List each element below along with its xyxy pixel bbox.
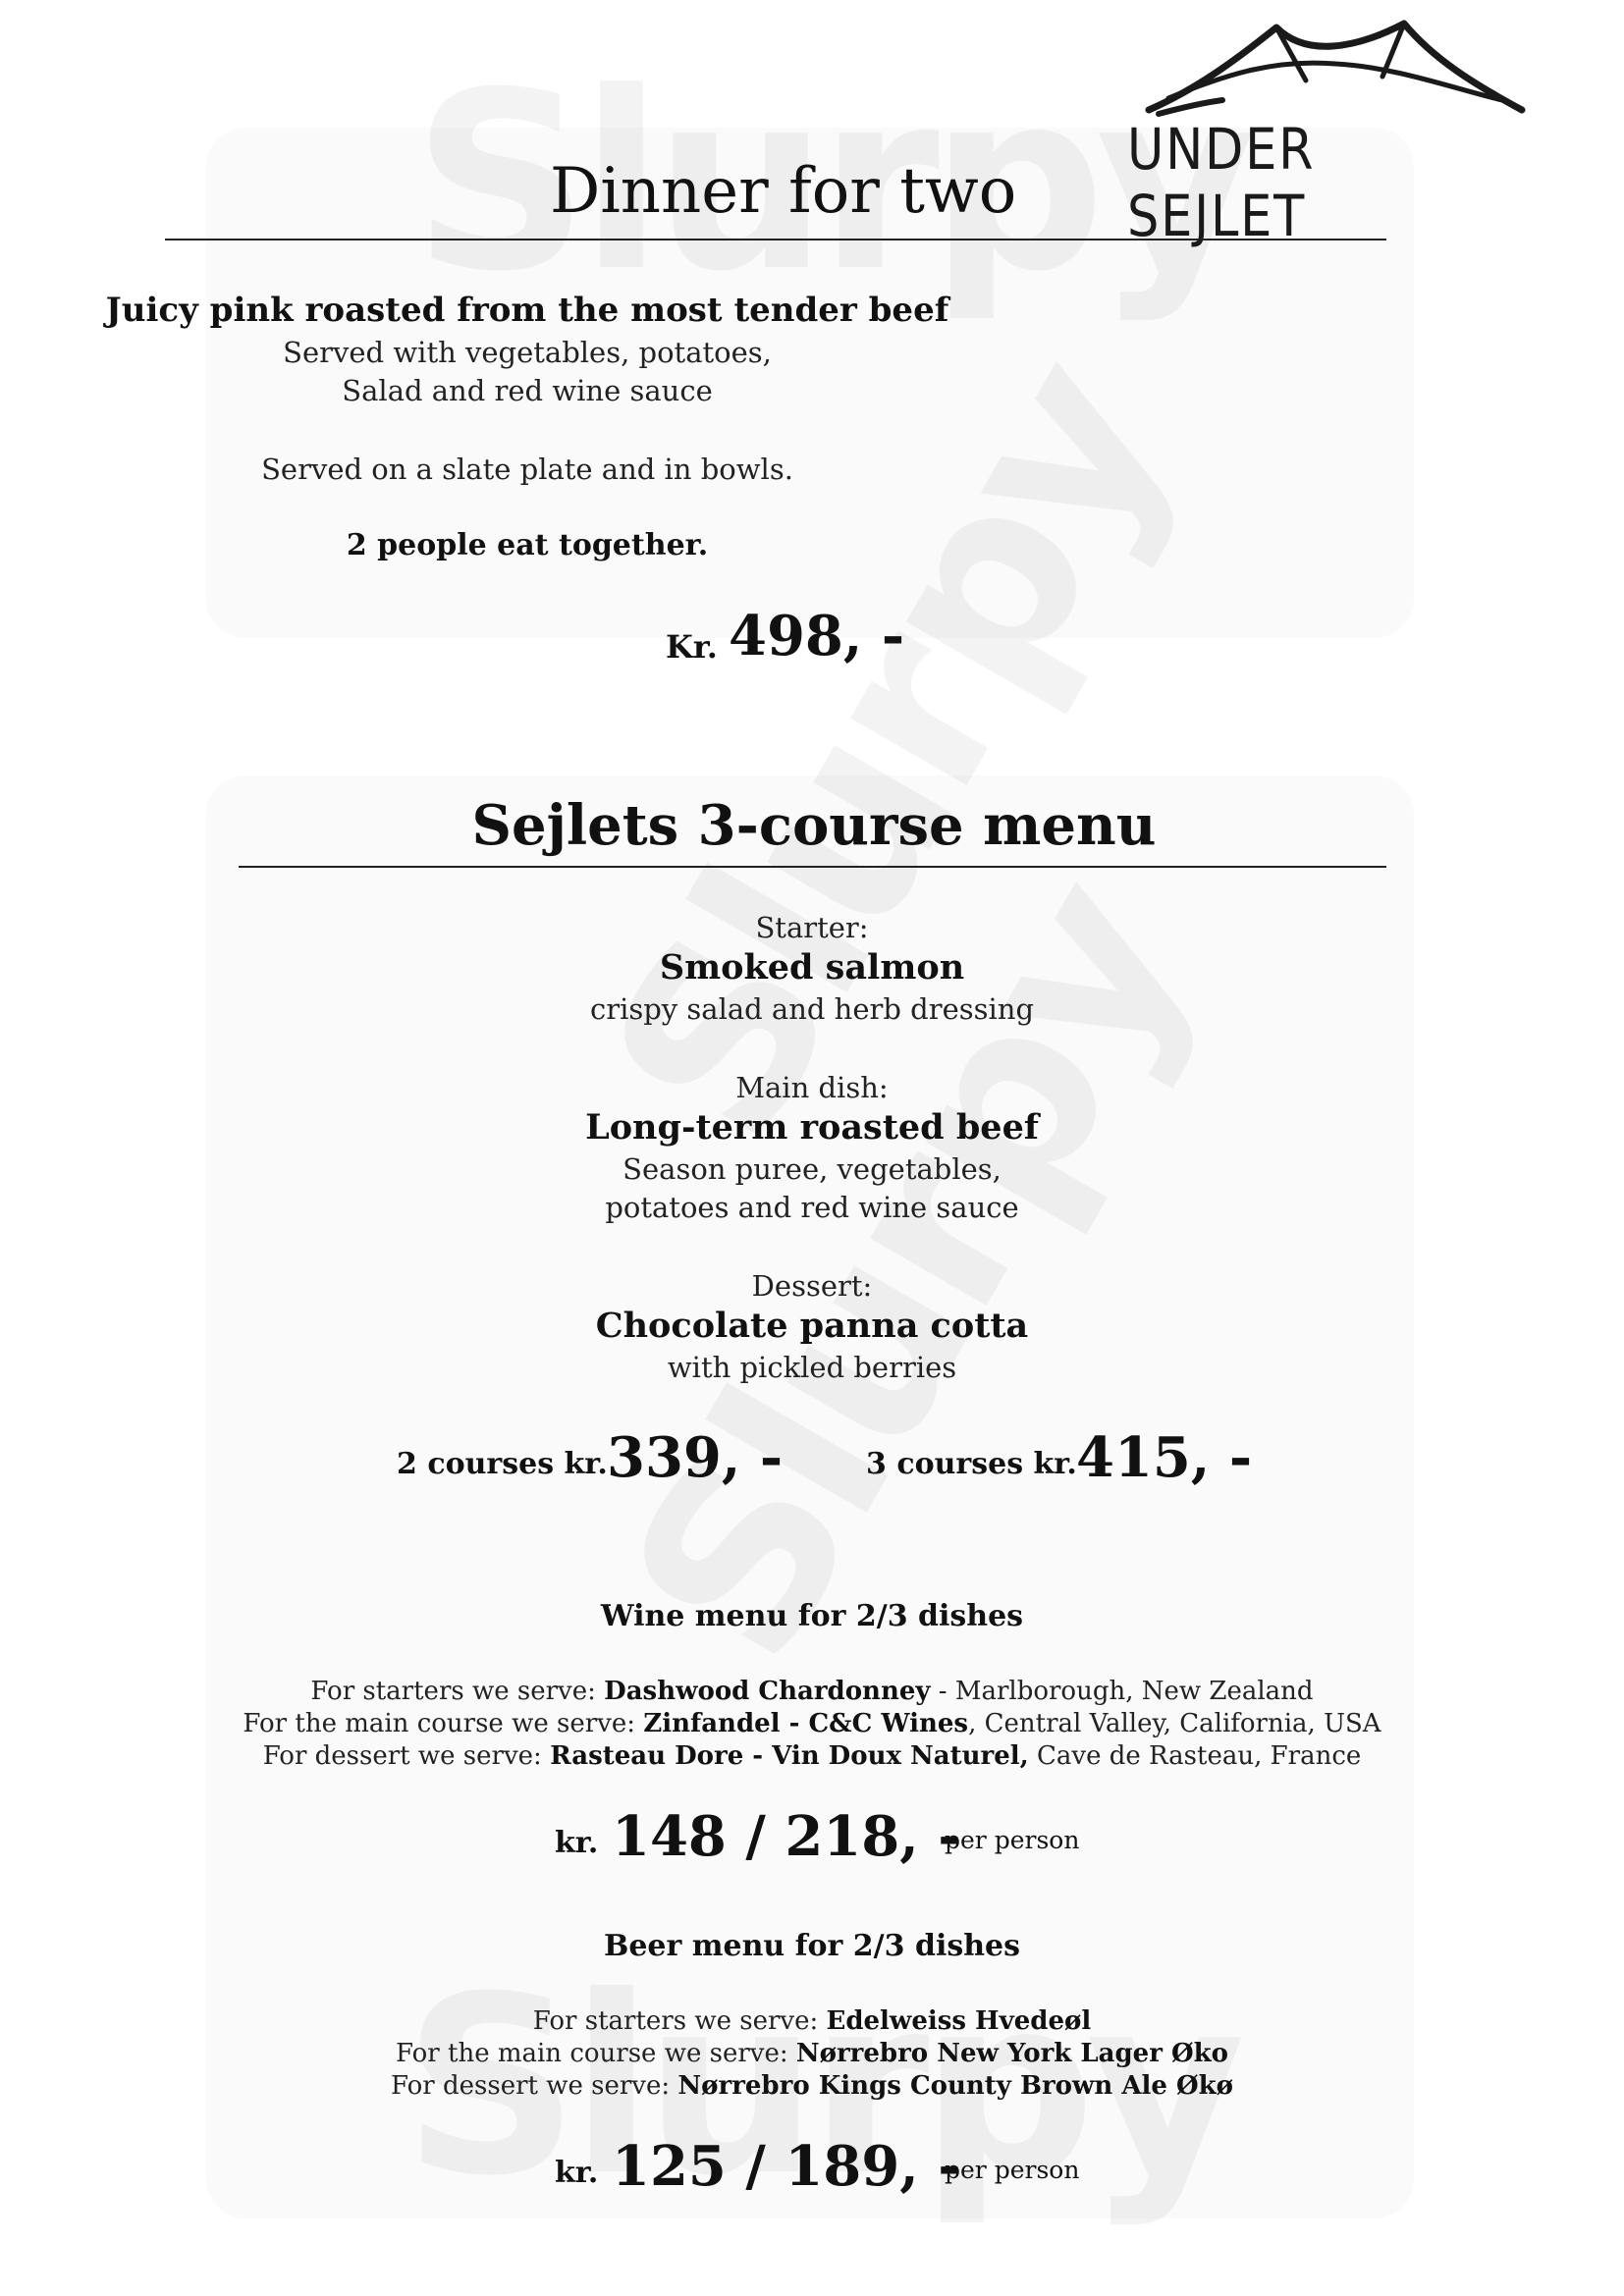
wine-price-prefix: kr. xyxy=(555,1826,599,1860)
wine-dessert-origin: Cave de Rasteau, France xyxy=(1028,1741,1362,1771)
title-divider-1 xyxy=(165,239,1386,240)
wine-starter-origin: - Marlborough, New Zealand xyxy=(930,1677,1314,1706)
wine-dessert-prefix: For dessert we serve: xyxy=(262,1741,551,1771)
main-desc-line-1: Season puree, vegetables, xyxy=(623,1152,1001,1186)
wine-dessert-name: Rasteau Dore - Vin Doux Naturel, xyxy=(550,1741,1029,1771)
sail-logo-icon xyxy=(1129,20,1542,128)
wine-dessert-line xyxy=(0,1741,1624,1771)
two-course-label: 2 courses kr. xyxy=(397,1447,608,1481)
beer-main-name: Nørrebro New York Lager Øko xyxy=(795,2039,1228,2068)
beer-starter-prefix: For starters we serve: xyxy=(532,2006,827,2036)
beer-main-line xyxy=(0,2039,1624,2068)
beer-dessert-prefix: For dessert we serve: xyxy=(391,2071,678,2101)
wine-main-origin: , Central Valley, California, USA xyxy=(968,1709,1381,1738)
dinner-price-prefix: Kr. xyxy=(666,628,718,666)
wine-main-name: Zinfandel - C&C Wines xyxy=(643,1709,969,1738)
beer-price-prefix: kr. xyxy=(555,2156,599,2190)
main-desc-line-2: potatoes and red wine sauce xyxy=(605,1191,1019,1224)
brand-name: UNDER SEJLET xyxy=(1127,116,1316,249)
two-course-price: 339, - xyxy=(607,1425,784,1490)
dessert-label: Dessert: xyxy=(751,1269,873,1303)
title-divider-2 xyxy=(239,866,1386,868)
wine-menu-title: Wine menu for 2/3 dishes xyxy=(600,1599,1024,1633)
beer-per-person: per person xyxy=(945,2156,1080,2184)
wine-main-prefix: For the main course we serve: xyxy=(243,1709,644,1738)
wine-starter-name: Dashwood Chardonney xyxy=(604,1677,931,1706)
wine-starter-line xyxy=(0,1677,1624,1706)
dinner-desc-line-2: Salad and red wine sauce xyxy=(342,374,713,407)
wine-price: 148 / 218, - xyxy=(612,1804,961,1869)
three-course-price: 415, - xyxy=(1076,1425,1253,1490)
beer-starter-line xyxy=(0,2006,1624,2036)
beer-dessert-line xyxy=(0,2071,1624,2101)
dessert-desc: with pickled berries xyxy=(667,1351,957,1384)
wine-starter-prefix: For starters we serve: xyxy=(310,1677,605,1706)
dinner-desc-line-1: Served with vegetables, potatoes, xyxy=(283,336,772,369)
beer-price: 125 / 189, - xyxy=(612,2134,961,2199)
beer-dessert-name: Nørrebro Kings County Brown Ale Økø xyxy=(677,2071,1233,2101)
main-label: Main dish: xyxy=(735,1071,889,1104)
dinner-dish-name: Juicy pink roasted from the most tender beef xyxy=(105,291,949,330)
dinner-people-note: 2 people eat together. xyxy=(346,528,709,562)
beer-menu-title: Beer menu for 2/3 dishes xyxy=(603,1929,1021,1963)
three-course-title: Sejlets 3-course menu xyxy=(471,793,1157,858)
wine-per-person: per person xyxy=(945,1826,1080,1854)
dinner-price: 498, - xyxy=(729,604,905,668)
three-course-label: 3 courses kr. xyxy=(866,1447,1077,1481)
starter-name: Smoked salmon xyxy=(659,947,965,988)
dinner-serving-note: Served on a slate plate and in bowls. xyxy=(261,453,793,486)
starter-label: Starter: xyxy=(755,911,869,944)
dessert-name: Chocolate panna cotta xyxy=(595,1306,1029,1346)
beer-starter-name: Edelweiss Hvedeøl xyxy=(826,2006,1092,2036)
starter-desc: crispy salad and herb dressing xyxy=(589,992,1035,1026)
main-name: Long-term roasted beef xyxy=(585,1107,1039,1148)
dinner-for-two-title: Dinner for two xyxy=(550,155,1017,228)
wine-main-line xyxy=(0,1709,1624,1738)
beer-main-prefix: For the main course we serve: xyxy=(396,2039,796,2068)
